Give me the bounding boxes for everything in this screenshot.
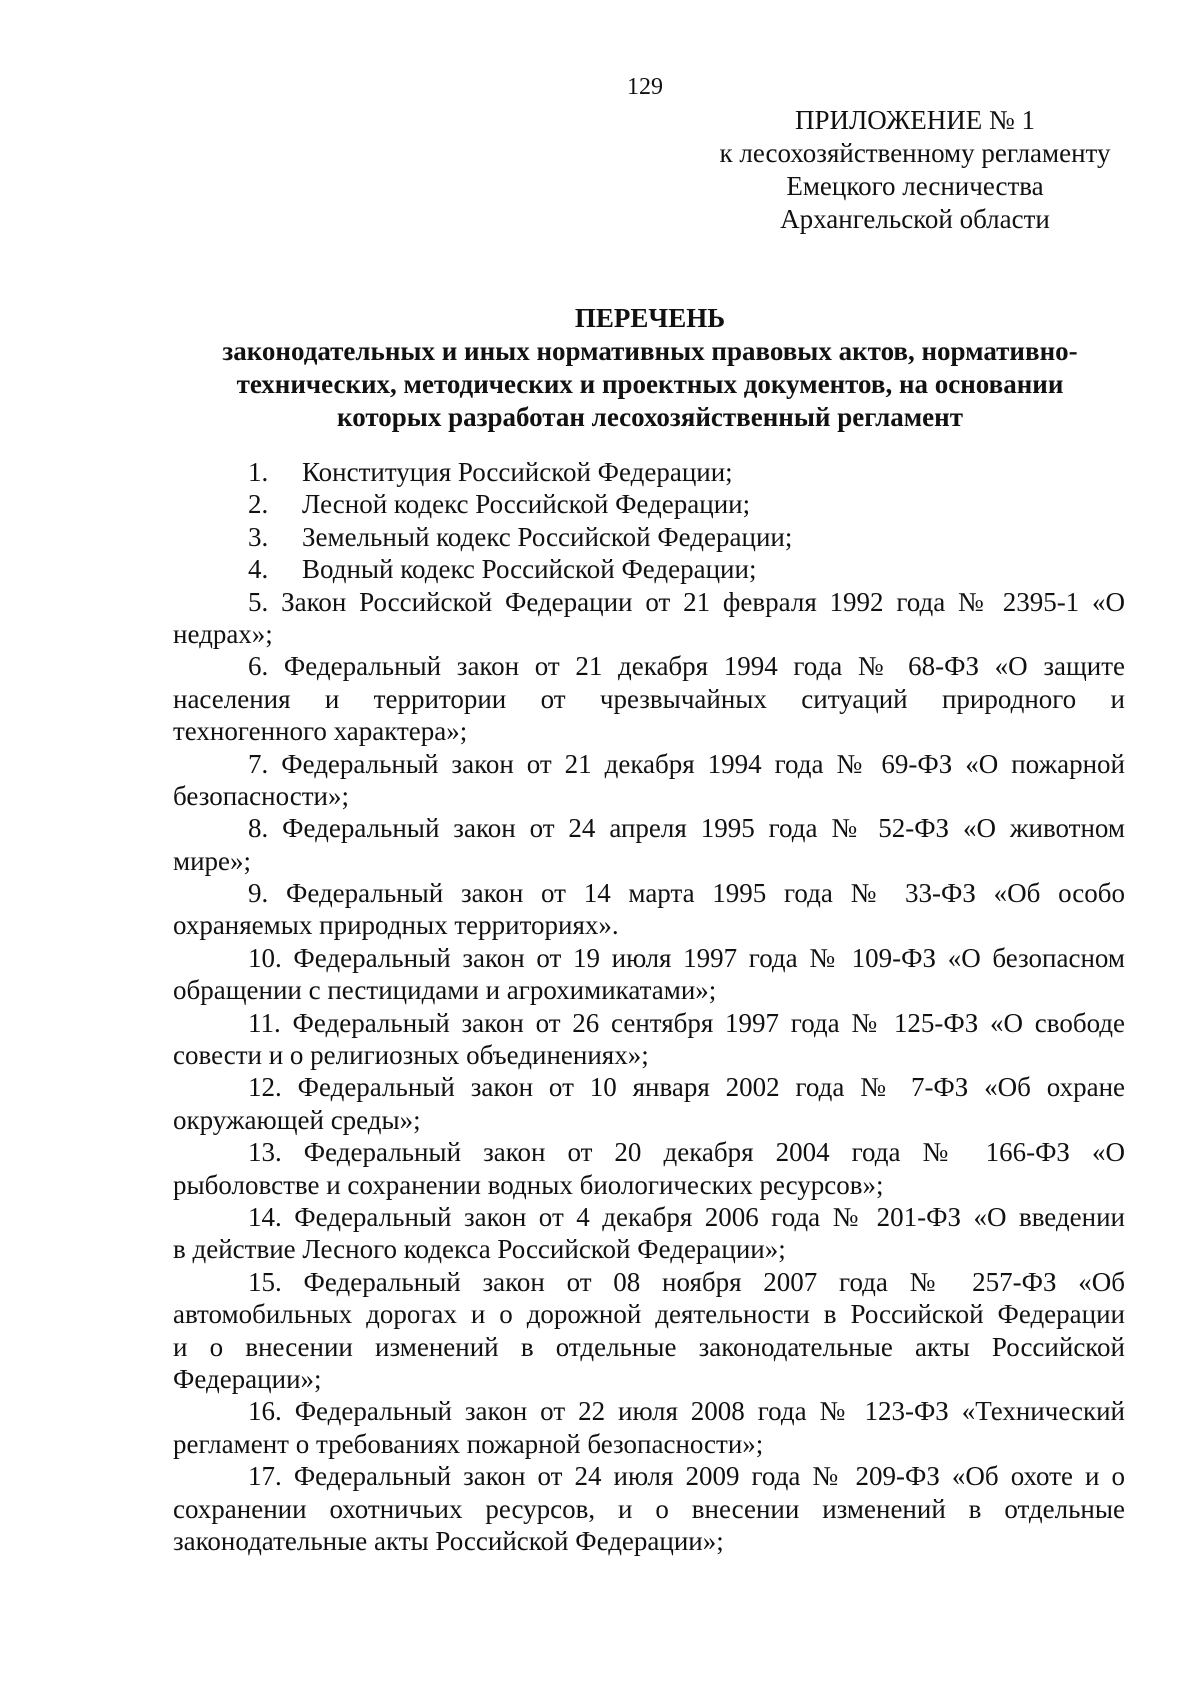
list-item-text: совести и о религиозных объединениях»; [173, 1040, 649, 1071]
title-line-1: законодательных и иных нормативных правовых актов, нормативно- [222, 336, 1078, 366]
page-number: 129 [627, 74, 663, 100]
list-item-text: обращении с пестицидами и агрохимикатами»; [173, 975, 717, 1006]
list-item-number: 10. [248, 942, 282, 973]
list-item-text: рыболовстве и сохранении водных биологических ресурсов»; [173, 1169, 884, 1200]
list-item [173, 650, 1125, 747]
list-item-number: 2. [248, 489, 269, 520]
list-item [173, 877, 1125, 942]
list-item-first-line: 17. Федеральный закон от 24 июля 2009 года № 209-ФЗ «Об охоте и о [248, 1461, 1125, 1492]
legal-acts-list [173, 456, 1125, 1557]
list-item-continuation-line [173, 715, 1125, 747]
list-item-first-line: 16. Федеральный закон от 22 июля 2008 года № 123-ФЗ «Технический [248, 1396, 1125, 1427]
list-item-first-line: 7. Федеральный закон от 21 декабря 1994 года № 69-ФЗ «О пожарной [248, 748, 1126, 779]
list-item-text: Лесной кодекс Российской Федерации; [302, 489, 751, 520]
list-item-continuation-line [173, 780, 1125, 812]
list-item-number: 4. [248, 554, 269, 585]
list-item [173, 942, 1125, 1007]
list-item-first-line: 9. Федеральный закон от 14 марта 1995 года № 33-ФЗ «Об особо [248, 878, 1125, 909]
appendix-region: Архангельской области [780, 204, 1050, 234]
list-item-number: 17. [248, 1461, 282, 1492]
list-item-text: мире»; [173, 845, 252, 876]
list-item-text: законодательные акты Российской Федерации»; [173, 1525, 724, 1556]
list-item-first-line: 11. Федеральный закон от 26 сентября 1997 года № 125-ФЗ «О свободе [248, 1007, 1126, 1038]
list-item-first-line: 5. Закон Российской Федерации от 21 февраля 1992 года № 2395-1 «О [248, 586, 1125, 617]
list-item-number: 6. [248, 651, 269, 682]
title-line-3: которых разработан лесохозяйственный регламент [337, 402, 963, 432]
list-item-number: 3. [248, 521, 269, 552]
list-item-number: 1. [248, 457, 269, 487]
list-item-first-line: 6. Федеральный закон от 21 декабря 1994 года № 68-ФЗ «О защите [248, 651, 1126, 682]
list-item-number: 9. [248, 878, 269, 909]
list-item-number: 12. [248, 1072, 282, 1103]
list-item-continuation-line [173, 974, 1125, 1006]
appendix-reference: к лесохозяйственному регламенту [719, 138, 1111, 168]
list-item-continuation-line: автомобильных дорогах и о дорожной деятельности в Российской Федерации [173, 1299, 1125, 1330]
list-item-continuation-line [173, 1104, 1125, 1136]
list-item [173, 1460, 1125, 1557]
list-item-continuation-line [173, 618, 1125, 650]
list-item-number: 15. [248, 1266, 282, 1297]
appendix-header [695, 104, 1135, 236]
list-item-first-line [173, 521, 1125, 553]
list-item-text: охраняемых природных территориях». [173, 910, 619, 941]
list-item-continuation-line [173, 909, 1125, 941]
list-item-continuation-line: сохранении охотничьих ресурсов, и о внесении изменений в отдельные [173, 1493, 1125, 1524]
list-item-first-line [173, 553, 1125, 585]
list-item-number: 13. [248, 1137, 282, 1168]
list-item [173, 748, 1125, 813]
list-item [173, 456, 1125, 488]
document-title [175, 302, 1125, 434]
list-item-first-line: 15. Федеральный закон от 08 ноября 2007 года № 257-ФЗ «Об [248, 1266, 1126, 1297]
list-item [173, 1266, 1125, 1396]
list-item [173, 1071, 1125, 1136]
title-line-2: технических, методических и проектных документов, на основании [236, 369, 1064, 399]
list-item [173, 1201, 1125, 1266]
list-item [173, 1136, 1125, 1201]
list-item [173, 812, 1125, 877]
list-item-continuation-line [173, 1039, 1125, 1071]
list-item [173, 521, 1125, 553]
list-item [173, 1007, 1125, 1072]
list-item-text: в действие Лесного кодекса Российской Федерации»; [173, 1234, 786, 1265]
list-item-first-line: 12. Федеральный закон от 10 января 2002 года № 7-ФЗ «Об охране [248, 1072, 1126, 1103]
list-item-continuation-line [173, 845, 1125, 877]
list-item-first-line: 8. Федеральный закон от 24 апреля 1995 года № 52-ФЗ «О животном [248, 813, 1126, 844]
list-item-continuation-line [173, 1525, 1125, 1557]
appendix-forestry: Емецкого лесничества [786, 171, 1044, 201]
list-item-continuation-line: и о внесении изменений в отдельные законодательные акты Российской [173, 1331, 1125, 1362]
list-item-text: безопасности»; [173, 780, 349, 811]
list-item-number: 11. [248, 1007, 281, 1038]
list-item-text: Водный кодекс Российской Федерации; [302, 554, 757, 585]
list-item-number: 16. [248, 1396, 282, 1427]
list-item-text: Федерации»; [173, 1363, 322, 1394]
list-item [173, 553, 1125, 585]
list-item [173, 586, 1125, 651]
list-item-first-line: 14. Федеральный закон от 4 декабря 2006 года № 201-ФЗ «О введении [248, 1201, 1126, 1232]
list-item-continuation-line [173, 1363, 1125, 1395]
title-heading: ПЕРЕЧЕНЬ [574, 303, 726, 333]
list-item-continuation-line [173, 1428, 1125, 1460]
list-item-text: техногенного характера»; [173, 716, 468, 747]
list-item-number: 14. [248, 1201, 282, 1232]
list-item-first-line [173, 456, 1125, 488]
list-item-number: 5. [248, 586, 269, 617]
list-item-first-line: 10. Федеральный закон от 19 июля 1997 года № 109-ФЗ «О безопасном [248, 942, 1125, 973]
list-item-text: регламент о требованиях пожарной безопасности»; [173, 1428, 764, 1459]
list-item-number: 7. [248, 748, 269, 779]
list-item-number: 8. [248, 813, 269, 844]
list-item-text: недрах»; [173, 618, 273, 649]
list-item-continuation-line [173, 1169, 1125, 1201]
list-item [173, 488, 1125, 520]
list-item-text: окружающей среды»; [173, 1104, 421, 1135]
list-item-continuation-line [173, 1233, 1125, 1265]
list-item-text: Конституция Российской Федерации; [302, 457, 733, 487]
appendix-label: ПРИЛОЖЕНИЕ № 1 [794, 105, 1036, 135]
list-item-first-line [173, 488, 1125, 520]
list-item-text: Земельный кодекс Российской Федерации; [302, 521, 793, 552]
list-item [173, 1395, 1125, 1460]
list-item-continuation-line: населения и территории от чрезвычайных ситуаций природного и [173, 683, 1125, 714]
list-item-first-line: 13. Федеральный закон от 20 декабря 2004 года № 166-ФЗ «О [248, 1137, 1125, 1168]
